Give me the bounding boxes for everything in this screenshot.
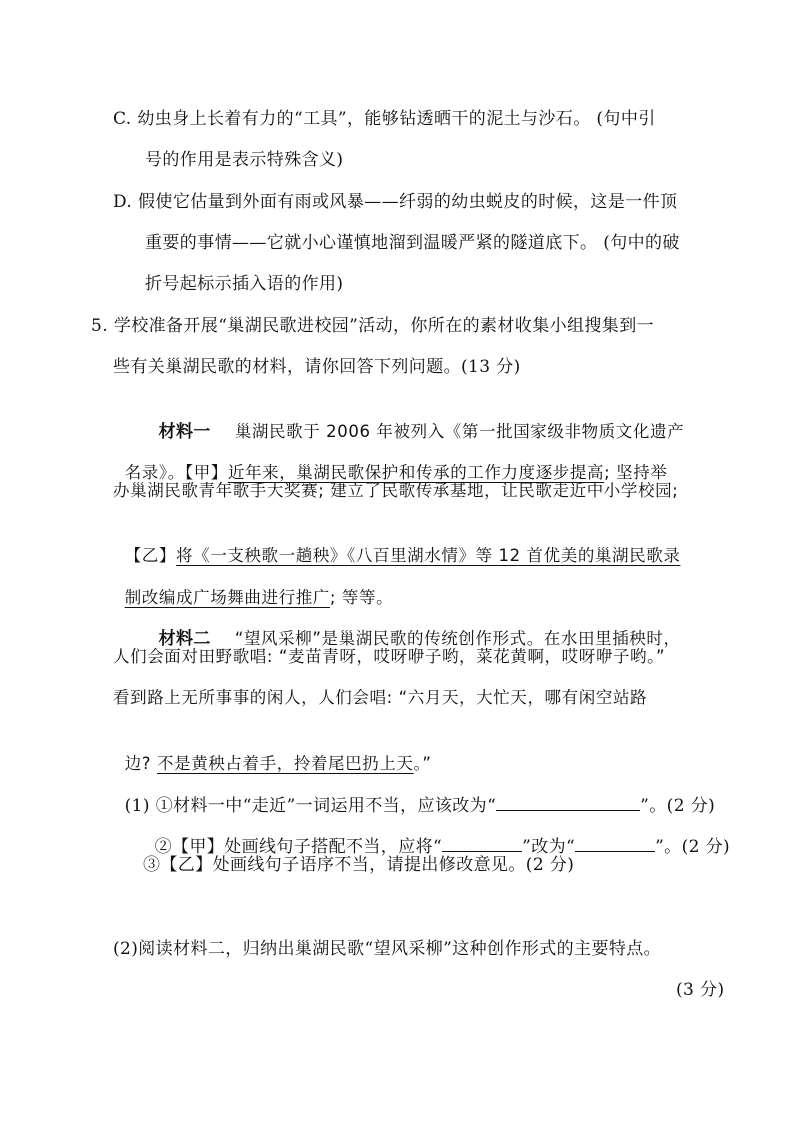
sub-1b-score: ”。(2 分) — [655, 837, 731, 857]
underlined-sentence-jia: 近年来，巢湖民歌保护和传承的工作力度逐步提高 — [227, 463, 605, 482]
underlined-sentence-yi-part1: 将《一支秧歌一趟秧》《八百里湖水情》等 12 首优美的巢湖民歌录 — [176, 546, 681, 565]
sub-1a-score: ”。(2 分) — [640, 796, 716, 816]
material-1-l2-prefix: 名录》。【甲】 — [124, 463, 228, 482]
question-5-line-1: 5. 学校准备开展“巢湖民歌进校园”活动，你所在的素材收集小组搜集到一 — [91, 316, 655, 336]
material-1-l5-suffix: ; 等等。 — [329, 588, 394, 607]
material-1-text: 巢湖民歌于 2006 年被列入《第一批国家级非物质文化遗产 — [234, 422, 685, 441]
sub-question-2-score: (3 分) — [676, 980, 725, 1000]
question-5-line-2: 些有关巢湖民歌的材料，请你回答下列问题。(13 分) — [113, 357, 521, 377]
material-1-line-3: 办巢湖民歌青年歌手大奖赛; 建立了民歌传承基地，让民歌走近中小学校园; — [113, 481, 679, 500]
material-1-line-4 — [113, 520, 680, 568]
material-2-l4-prefix: 边? — [124, 754, 158, 773]
option-d-line-2: 重要的事情——它就小心谨慎地溜到温暖严紧的隧道底下。 (句中的破 — [145, 233, 680, 253]
material-1-l4-prefix: 【乙】 — [124, 546, 177, 565]
material-2-label: 材料二 — [158, 629, 211, 649]
material-2-text: “望风采柳”是巢湖民歌的传统创作形式。在水田里插秧时， — [234, 629, 681, 648]
material-1-label: 材料一 — [158, 422, 211, 442]
sub-1a-prompt: (1) ①材料一中“走近”一词运用不当，应该改为“ — [124, 796, 497, 816]
underlined-sentence-yi-part2: 制改编成广场舞曲进行推广 — [124, 588, 330, 607]
sub-question-1c: ③【乙】处画线句子语序不当，请提出修改意见。(2 分) — [143, 855, 575, 875]
material-1-line-2 — [113, 437, 667, 485]
sub-question-2: (2)阅读材料二，归纳出巢湖民歌“望风采柳”这种创作形式的主要特点。 — [113, 939, 662, 959]
underlined-song-line: 不是黄秧占着手，拎着尾巴扔上天 — [157, 754, 414, 773]
option-d-line-3: 折号起标示插入语的作用) — [145, 274, 344, 294]
answer-blank-1a[interactable] — [496, 794, 640, 811]
material-2-l4-suffix: 。” — [413, 754, 432, 773]
material-2-first-line — [147, 603, 681, 651]
option-c-line-1: C. 幼虫身上长着有力的“工具”，能够钻透晒干的泥土与沙石。 (句中引 — [113, 109, 656, 129]
material-2-line-4 — [113, 728, 432, 776]
sub-1b-prompt: ②【甲】处画线句子搭配不当，应将“ — [154, 837, 443, 857]
sub-1b-mid: ”改为“ — [522, 837, 576, 857]
answer-blank-1b-to[interactable] — [575, 835, 655, 852]
material-2-line-3: 看到路上无所事事的闲人，人们会唱: “六月天，大忙天，哪有闲空站路 — [113, 688, 648, 707]
sub-question-1b — [143, 811, 730, 859]
material-2-line-2: 人们会面对田野歌唱: “麦苗青呀，哎呀咿子哟，菜花黄啊，哎呀咿子哟。” — [113, 647, 666, 666]
option-d-line-1: D. 假使它估量到外面有雨或风暴——纤弱的幼虫蜕皮的时候，这是一件顶 — [113, 192, 678, 212]
answer-blank-1b-from[interactable] — [442, 835, 522, 852]
option-c-line-2: 号的作用是表示特殊含义) — [145, 150, 344, 170]
material-1-l2-suffix: ; 坚持举 — [604, 463, 668, 482]
